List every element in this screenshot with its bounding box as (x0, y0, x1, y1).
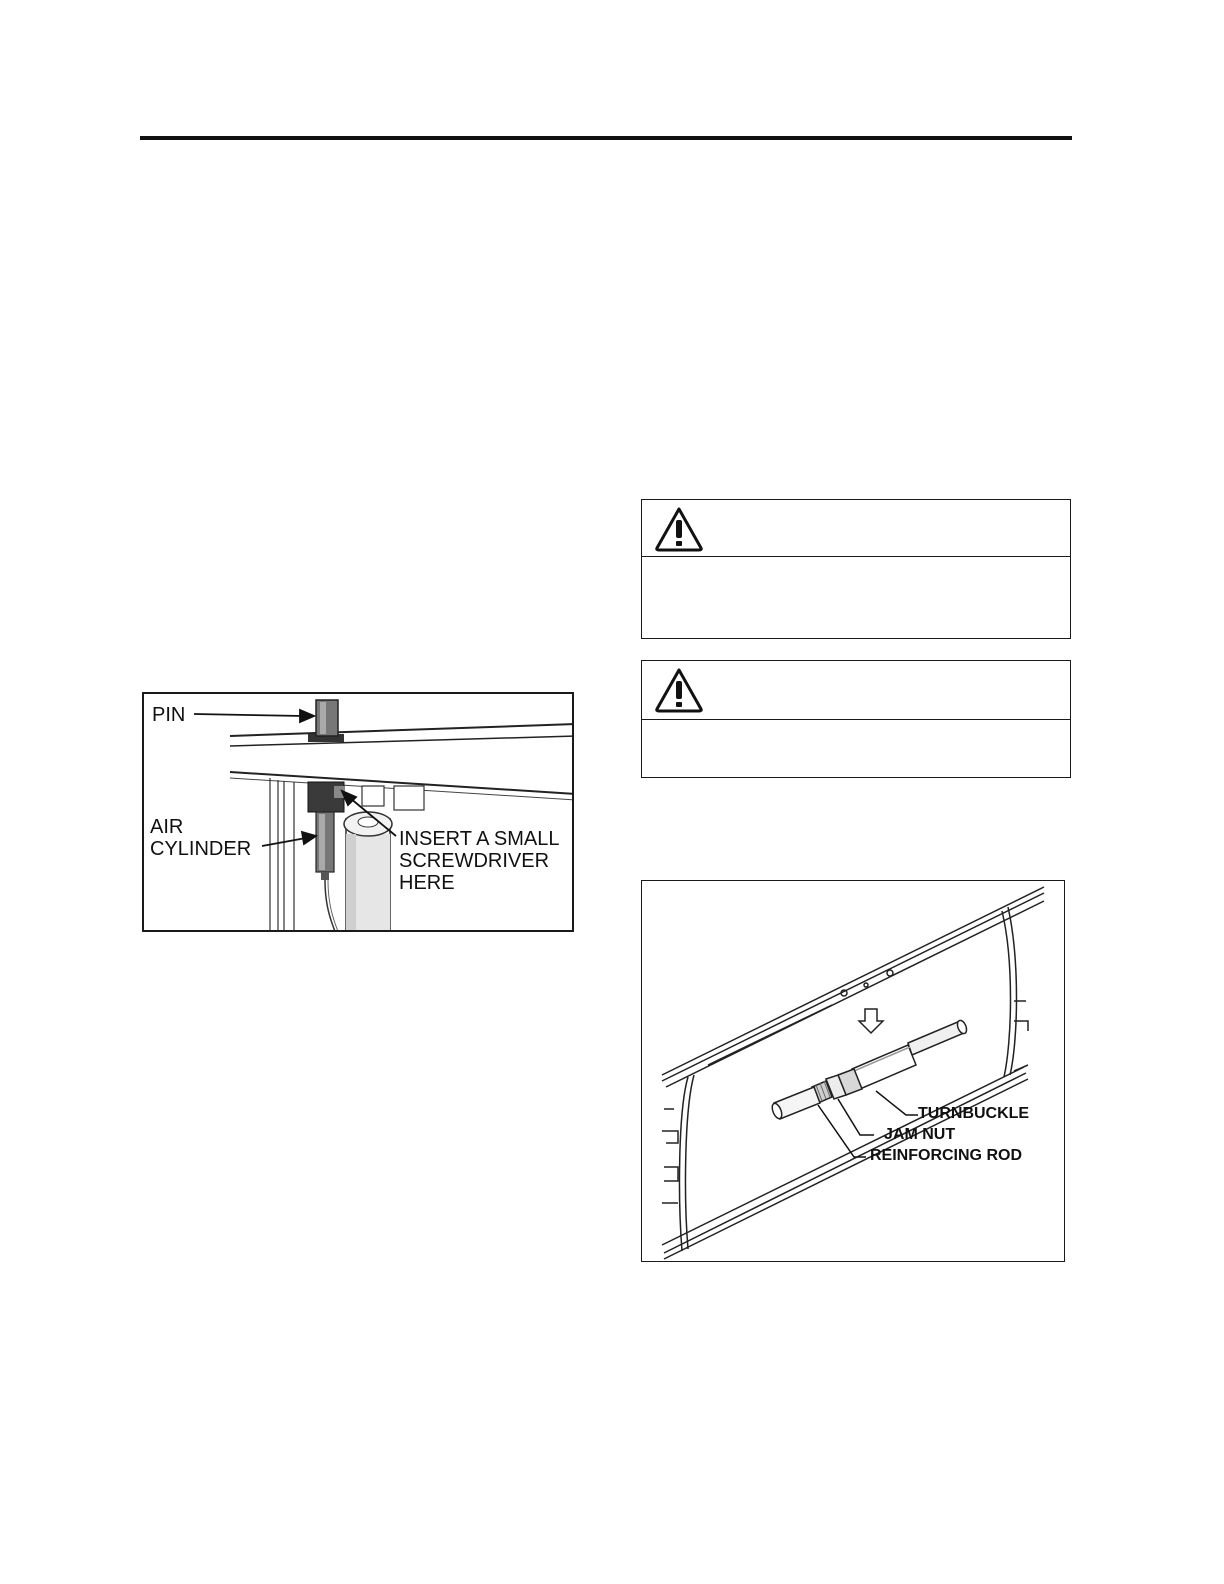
reinforcing-rod-illustration (642, 881, 1065, 1262)
label-jam-nut: JAM NUT (884, 1126, 956, 1143)
warning-triangle-icon (654, 667, 704, 713)
label-reinforcing-rod: REINFORCING ROD (870, 1147, 1022, 1164)
caution-header (642, 500, 1070, 557)
label-pin: PIN (152, 704, 186, 726)
header-rule (140, 136, 1072, 140)
caution-box-1 (641, 499, 1071, 639)
caution-box-2 (641, 660, 1071, 778)
reinforcing-rod-figure (641, 880, 1065, 1262)
air-cylinder-figure (142, 692, 574, 932)
warning-triangle-icon (654, 506, 704, 552)
air-cylinder-illustration (144, 694, 574, 932)
caution-header (642, 661, 1070, 720)
label-air-cylinder: AIR CYLINDER (150, 816, 252, 860)
label-turnbuckle: TURNBUCKLE (918, 1105, 1030, 1122)
label-insert-screwdriver: INSERT A SMALL SCREWDRIVER HERE (399, 828, 560, 894)
